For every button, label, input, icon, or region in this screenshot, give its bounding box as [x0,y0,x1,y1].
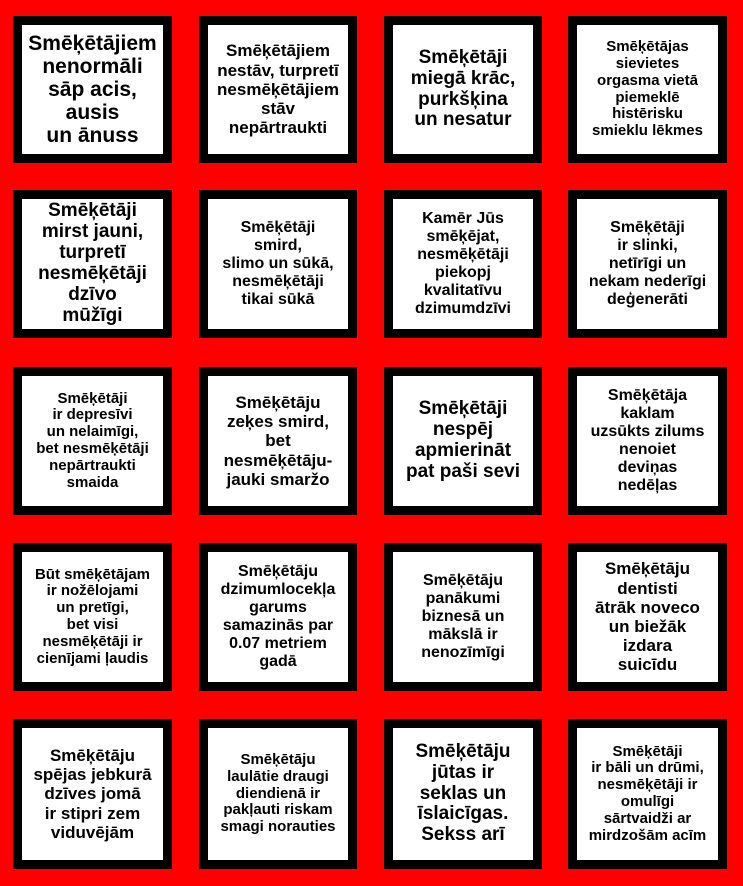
card-10-text: Smēķētāju zeķes smird, bet nesmēķētāju- jauki smaržo [223,392,333,489]
card-9-text: Smēķētāji ir depresīvi un nelaimīgi, bet nesmēķētāji nepārtraukti smaida [36,389,149,491]
card-16-text: Smēķētāju dentisti ātrāk noveco un biežāk izdara suicīdu [595,559,700,675]
card-8-text: Smēķētāji ir slinki, netīrīgi un nekam nederīgi deģenerāti [588,218,707,309]
card-15 [384,543,542,691]
card-18-text: Smēķētāju laulātie draugi diendienā ir pakļauti riskam smagi norauties [220,751,336,836]
card-2 [199,16,357,163]
card-12-text: Smēķētāja kaklam uzsūkts zilums nenoiet deviņas nedēļas [590,386,705,495]
card-1 [13,16,172,163]
card-20 [568,719,727,869]
card-2-text: Smēķētājiem nestāv, turpretī nesmēķētājiem stāv nepārtraukti [217,41,339,138]
card-3-text: Smēķētāji miegā krāc, purkšķina un nesatur [410,46,516,131]
card-11-text: Smēķētāji nespēj apmierināt pat paši sevi [405,398,521,482]
card-3 [384,16,542,163]
card-14-text: Smēķētāju dzimumlocekļa garums samazinās par 0.07 metriem gadā [220,562,336,671]
card-20-text: Smēķētāji ir bāli un drūmi, nesmēķētāji ir omulīgi sārtvaidži ar mirdzošām acīm [588,742,707,844]
card-5-text: Smēķētāji mirst jauni, turpretī nesmēķētāji dzīvo mūžīgi [38,200,147,326]
card-18 [199,719,357,869]
card-19-text: Smēķētāju jūtas ir seklas un īslaicīgas. Sekss arī [415,740,511,846]
card-14 [199,543,357,691]
card-10 [199,367,357,515]
card-17-text: Smēķētāju spējas jebkurā dzīves jomā ir stipri zem viduvējām [33,745,152,842]
card-17 [13,719,172,869]
card-11 [384,367,542,515]
card-8 [568,190,727,338]
card-6 [199,190,357,338]
card-13-text: Būt smēķētājam ir nožēlojami un pretīgi, bet visi nesmēķētāji ir cienījami ļaudis [34,565,151,667]
card-4-text: Smēķētājas sievietes orgasma vietā piemeklē histērisku smieklu lēkmes [592,38,703,140]
card-15-text: Smēķētāju panākumi biznesā un mākslā ir nenozīmīgi [421,571,505,662]
card-1-text: Smēķētājiem nenormāli sāp acis, ausis un ānuss [28,31,157,148]
card-7-text: Kamēr Jūs smēķējat, nesmēķētāji piekopj kvalitatīvu dzimumdzīvi [414,209,511,318]
card-12 [568,367,727,515]
card-19 [384,719,542,869]
card-7 [384,190,542,338]
card-4 [568,16,727,163]
card-16 [568,543,727,691]
card-5 [13,190,172,338]
card-6-text: Smēķētāji smird, slimo un sūkā, nesmēķētāji tikai sūkā [222,218,334,309]
card-13 [13,543,172,691]
card-9 [13,367,172,515]
